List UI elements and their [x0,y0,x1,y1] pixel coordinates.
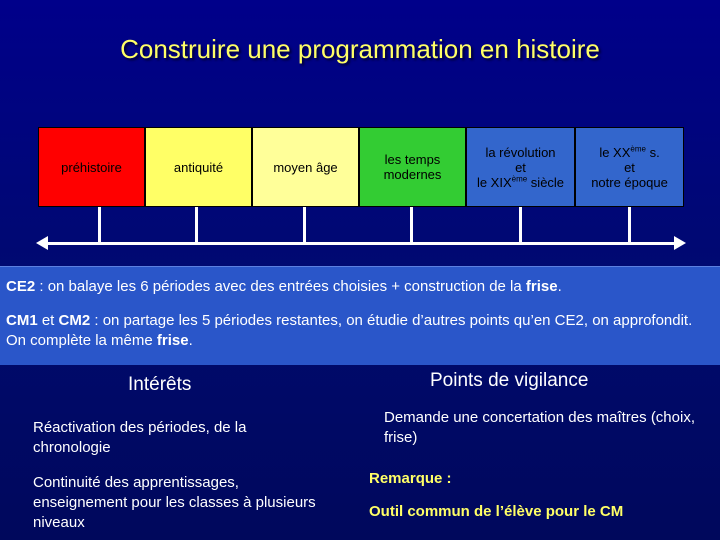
timeline-tick [98,207,101,243]
period-line: notre époque [591,174,668,190]
interet-item: Réactivation des périodes, de la chronologie [33,419,247,456]
period-revolution [466,127,575,207]
interets-heading: Intérêts [128,374,192,395]
remarque-label: Remarque : [369,470,452,487]
period-line: le XIXème siècle [476,174,565,190]
outil-note: Outil commun de l’élève pour le CM [369,503,624,520]
period-label: moyen âge [273,159,338,175]
timeline-line [40,242,680,245]
cm-paragraph: CM1 et CM2 : on partage les 5 périodes restantes, on étudie d’autres points qu’en CE2, on approfondit. On complète la même frise. [6,312,693,349]
period-prehistoire [38,127,145,207]
interet-item: Continuité des apprentissages, enseignement pour les classes à plusieurs niveaux [33,474,316,531]
period-line: la révolution [485,144,556,160]
period-line: le XXème s. [599,144,660,160]
timeline-tick [195,207,198,243]
timeline-tick [410,207,413,243]
timeline-tick [628,207,631,243]
period-line: et [624,159,635,175]
period-label: les temps modernes [383,152,442,182]
period-line: et [515,159,526,175]
period-label: antiquité [173,159,224,175]
period-antiquite [145,127,252,207]
arrow-left-icon [36,236,48,250]
timeline-tick [303,207,306,243]
arrow-right-icon [674,236,686,250]
ce2-paragraph: CE2 : on balaye les 6 périodes avec des entrées choisies + construction de la frise. [6,278,562,295]
period-xxe-siecle [575,127,684,207]
programme-band [0,266,720,365]
period-moyen-age [252,127,359,207]
timeline-tick [519,207,522,243]
period-temps-modernes [359,127,466,207]
period-label: préhistoire [61,159,122,175]
vigilance-heading: Points de vigilance [430,370,589,391]
slide-title: Construire une programmation en histoire [120,34,600,64]
vigilance-item: Demande une concertation des maîtres (choix, frise) [384,409,695,446]
